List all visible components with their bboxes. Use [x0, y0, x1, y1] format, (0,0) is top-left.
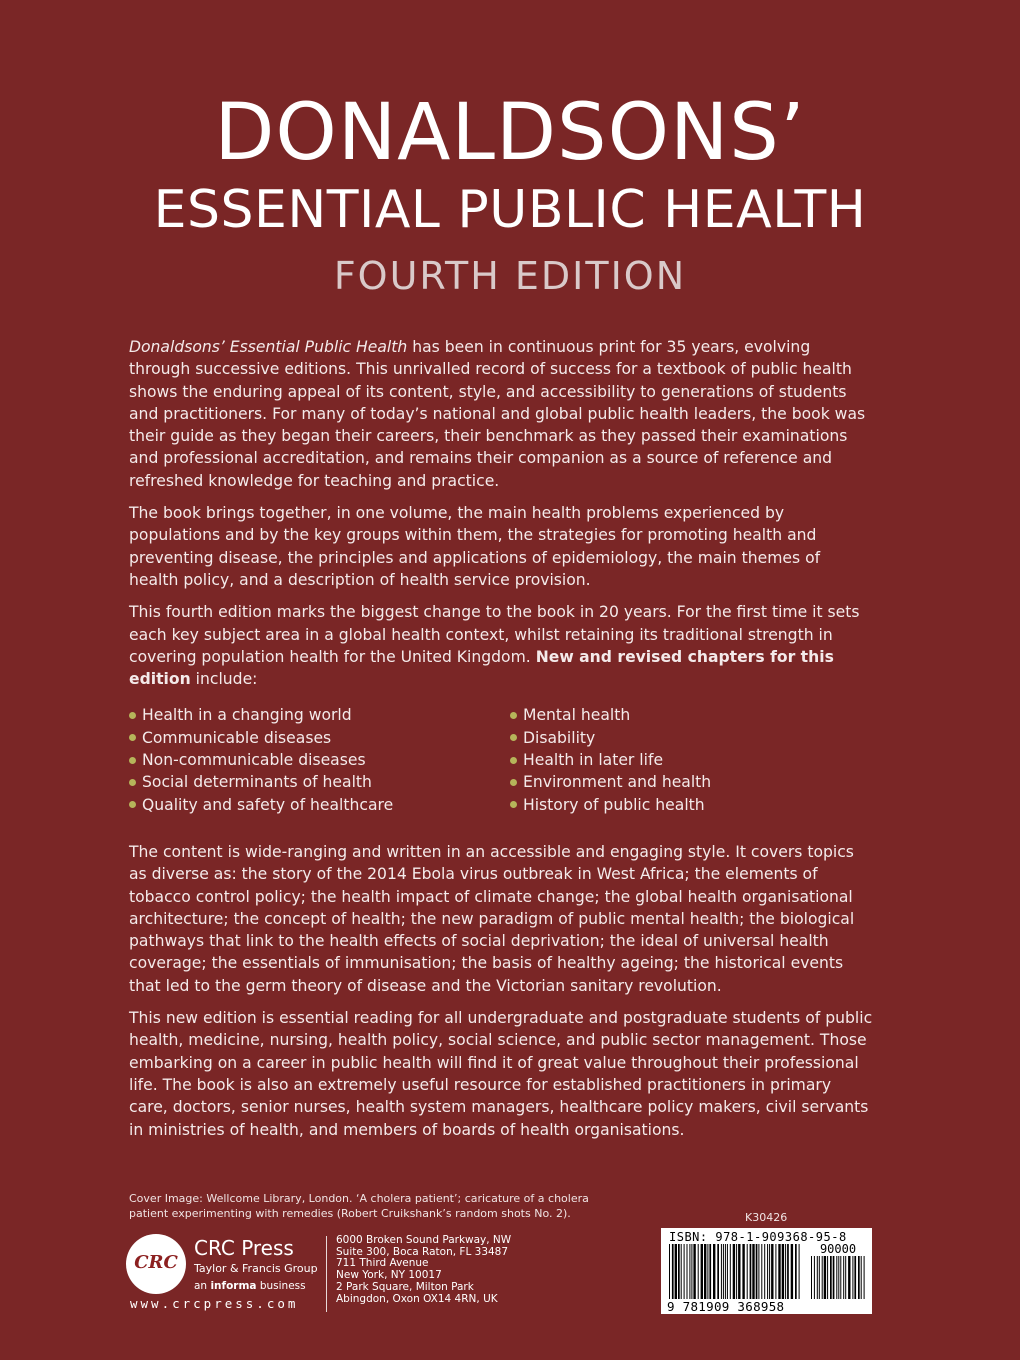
barcode-bar — [733, 1244, 735, 1299]
chapter-label: Non-communicable diseases — [142, 751, 366, 770]
barcode-bar — [750, 1244, 752, 1299]
chapter-label: Communicable diseases — [142, 728, 332, 747]
barcode-bar — [672, 1244, 674, 1299]
barcode-bar — [861, 1256, 862, 1299]
intro-paragraph — [129, 336, 874, 492]
chapter-label: Mental health — [523, 706, 631, 725]
barcode-bar — [787, 1244, 789, 1299]
barcode-bar — [738, 1244, 740, 1299]
list-item — [510, 704, 870, 726]
address-line: 2 Park Square, Milton Park — [336, 1280, 474, 1293]
chapter-label: Disability — [523, 728, 596, 747]
chapter-list-right — [510, 704, 870, 815]
barcode-bar — [704, 1244, 706, 1299]
barcode-bar — [838, 1256, 839, 1299]
chapter-label: Health in a changing world — [142, 706, 352, 725]
barcode-bar — [723, 1244, 724, 1299]
barcode-bar — [761, 1244, 762, 1299]
edition-paragraph — [129, 601, 874, 690]
barcode-bar — [785, 1244, 786, 1299]
informa-suffix: business — [256, 1280, 306, 1292]
barcode-bar — [845, 1256, 846, 1299]
barcode-bar — [675, 1244, 677, 1299]
barcode-bar — [767, 1244, 768, 1299]
barcode-main — [669, 1244, 801, 1299]
bullet-icon — [129, 801, 136, 808]
intro-paragraph-text: has been in continuous print for 35 years, evolving through successive editions. This unrivalled record of success for a textbook of public health shows the enduring appeal of its content, style, and accessibility to generations of students and practitioners. For many of today’s national and global public health leaders, the book was their guide as they began their careers, their benchmark as they passed their examinations and professional accreditation, and remains their companion as a source of reference and refreshed knowledge for teaching and practice. — [129, 338, 866, 490]
barcode-bar — [684, 1244, 685, 1299]
bullet-icon — [129, 779, 136, 786]
barcode-bar — [721, 1244, 722, 1299]
list-item — [129, 749, 510, 771]
barcode-bar — [730, 1244, 731, 1299]
barcode-bar — [756, 1244, 758, 1299]
list-item — [129, 771, 510, 793]
barcode-bar — [725, 1244, 726, 1299]
barcode-addon — [811, 1256, 865, 1299]
edition-paragraph-end: include: — [190, 670, 258, 689]
barcode-bar — [819, 1256, 820, 1299]
content-paragraph: The content is wide-ranging and written in an accessible and engaging style. It covers topics as diverse as: the story of the 2014 Ebola virus outbreak in West Africa; the elements of tobacco control policy; the health impact of climate change; the global health organisational architecture; the concept of health; the new paradigm of public mental health; the biological pathways that link to the health effects of social deprivation; the ideal of universal health coverage; the essentials of immunisation; the basis of healthy ageing; the historical events that led to the germ theory of disease and the Victorian sanitary revolution. — [129, 842, 855, 995]
book-title-line1: DONALDSONS’ — [214, 88, 806, 178]
barcode-bar — [769, 1244, 770, 1299]
barcode-bar — [693, 1244, 695, 1299]
chapter-list — [129, 704, 874, 815]
barcode-bar — [691, 1244, 692, 1299]
barcode-bar — [852, 1256, 853, 1299]
list-item — [510, 794, 870, 816]
audience-paragraph: This new edition is essential reading for all undergraduate and postgraduate students of public health, medicine, nursing, health policy, social science, and public sector management. Those embarking on a career in public health will find it of great value throughout their professional life. The book is also an extremely useful resource for established practitioners in primary care, doctors, senior nurses, health system managers, healthcare policy makers, civil servants in ministries of health, and members of boards of health organisations. — [129, 1009, 873, 1139]
barcode-bar — [701, 1244, 703, 1299]
chapter-label: Environment and health — [523, 773, 712, 792]
cover-credit — [129, 1192, 609, 1221]
bullet-icon — [510, 779, 517, 786]
bullet-icon — [510, 757, 517, 764]
barcode-bar — [709, 1244, 711, 1299]
list-item — [129, 794, 510, 816]
barcode-bar — [854, 1256, 856, 1299]
barcode-bar — [717, 1244, 719, 1299]
barcode-bar — [669, 1244, 670, 1299]
barcode-bar — [795, 1244, 797, 1299]
barcode-bar — [858, 1256, 860, 1299]
barcode-bar — [775, 1244, 776, 1299]
barcode-number: 9 781909 368958 — [667, 1299, 785, 1314]
bullet-icon — [510, 801, 517, 808]
barcode-bar — [782, 1244, 784, 1299]
barcode-bar — [758, 1244, 759, 1299]
footer-divider — [326, 1236, 327, 1312]
list-item — [510, 749, 870, 771]
barcode-bar — [687, 1244, 688, 1299]
isbn-label: ISBN: 978-1-909368-95-8 — [669, 1230, 847, 1244]
barcode-bar — [689, 1244, 690, 1299]
edition-label: FOURTH EDITION — [333, 254, 687, 298]
edition-paragraph-bold: New and revised chapters for this edition — [129, 647, 834, 689]
list-item — [510, 771, 870, 793]
price-code: 90000 — [819, 1242, 857, 1256]
barcode-bar — [791, 1244, 793, 1299]
barcode-bar — [713, 1244, 715, 1299]
barcode-bar — [843, 1256, 844, 1299]
bullet-icon — [129, 712, 136, 719]
title-block — [0, 88, 1020, 298]
scope-paragraph: The book brings together, in one volume, the main health problems experienced by populations and by the key groups within them, the strategies for promoting health and preventing disease, the principles and applications of epidemiology, the main themes of health policy, and a description of health service provision. — [129, 504, 821, 589]
barcode-bar — [747, 1244, 748, 1299]
barcode-bar — [771, 1244, 773, 1299]
barcode-bar — [752, 1244, 754, 1299]
barcode-bar — [827, 1256, 828, 1299]
barcode-bar — [698, 1244, 699, 1299]
bullet-icon — [129, 757, 136, 764]
barcode-bar — [836, 1256, 837, 1299]
publisher-name: CRC Press — [194, 1236, 294, 1260]
barcode-bar — [833, 1256, 835, 1299]
barcode-bar — [830, 1256, 832, 1299]
barcode-bar — [778, 1244, 780, 1299]
product-code: K30426 — [745, 1211, 788, 1224]
barcode-bar — [817, 1256, 818, 1299]
list-item — [129, 727, 510, 749]
informa-prefix: an — [194, 1280, 211, 1292]
bullet-icon — [129, 734, 136, 741]
barcode-bar — [814, 1256, 815, 1299]
bullet-icon — [510, 712, 517, 719]
barcode-bar — [681, 1244, 682, 1299]
publisher-website: www.crcpress.com — [130, 1296, 299, 1311]
crc-logo-icon — [126, 1234, 186, 1294]
publisher-logo — [126, 1234, 326, 1314]
crc-logo-mark: CRC — [134, 1252, 178, 1273]
chapter-list-left — [129, 704, 510, 815]
list-item — [129, 704, 510, 726]
publisher-addresses — [336, 1235, 556, 1305]
barcode-bar — [742, 1244, 744, 1299]
address-line: Abingdon, Oxon OX14 4RN, UK — [336, 1292, 498, 1305]
book-title-line2: ESSENTIAL PUBLIC HEALTH — [153, 180, 867, 240]
cover-credit-line2: patient experimenting with remedies (Robert Cruikshank’s random shots No. 2). — [129, 1206, 571, 1220]
barcode-bar — [799, 1244, 800, 1299]
barcode-bar — [864, 1256, 865, 1299]
address-line: 6000 Broken Sound Parkway, NW — [336, 1234, 512, 1246]
barcode-bar — [764, 1244, 765, 1299]
description-body — [129, 336, 874, 1151]
barcode-bar — [707, 1244, 708, 1299]
barcode-panel — [661, 1228, 872, 1314]
barcode-bar — [727, 1244, 728, 1299]
address-line: New York, NY 10017 — [336, 1269, 442, 1282]
barcode-bar — [811, 1256, 812, 1299]
informa-bold: informa — [210, 1280, 257, 1292]
barcode-bar — [736, 1244, 737, 1299]
address-line: Suite 300, Boca Raton, FL 33487 — [336, 1245, 509, 1258]
barcode-bar — [848, 1256, 850, 1299]
address-line: 711 Third Avenue — [336, 1257, 429, 1270]
chapter-label: Social determinants of health — [142, 773, 372, 792]
barcode-bar — [678, 1244, 680, 1299]
book-title-italic: Donaldsons’ Essential Public Health — [129, 338, 408, 356]
chapter-label: Quality and safety of healthcare — [142, 795, 394, 814]
informa-line — [194, 1279, 306, 1293]
edition-paragraph-start: This fourth edition marks the biggest change to the book in 20 years. For the first time it sets each key subject area in a global health context, whilst retaining its traditional strength in covering population health for the United Kingdom. — [129, 603, 860, 666]
publisher-group: Taylor & Francis Group — [194, 1262, 318, 1275]
barcode-bar — [824, 1256, 826, 1299]
bullet-icon — [510, 734, 517, 741]
barcode-bar — [822, 1256, 823, 1299]
cover-credit-line1: Cover Image: Wellcome Library, London. ‘A cholera patient’; caricature of a cholera — [129, 1192, 589, 1205]
list-item — [510, 727, 870, 749]
chapter-label: History of public health — [523, 795, 705, 814]
barcode-bar — [840, 1256, 841, 1299]
chapter-label: Health in later life — [523, 751, 664, 770]
